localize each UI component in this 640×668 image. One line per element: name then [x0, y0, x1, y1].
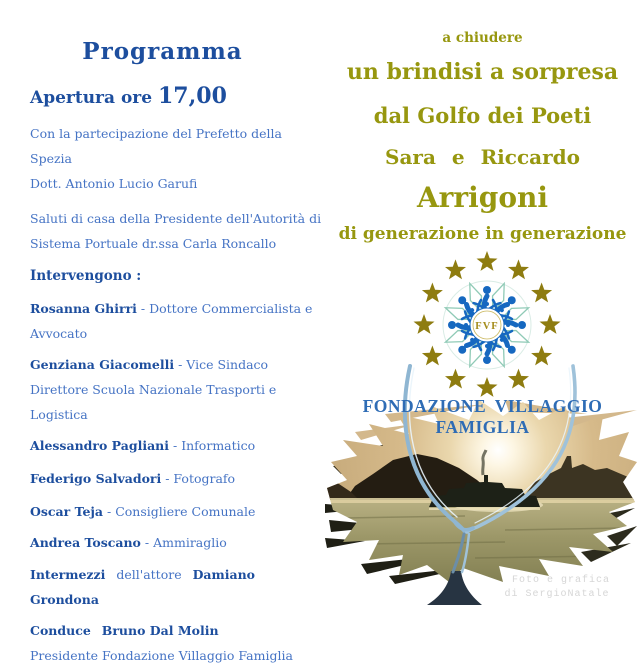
toast-line: un brindisi a sorpresa	[346, 59, 619, 85]
opening-label: Apertura ore	[30, 88, 153, 108]
rosette	[443, 281, 531, 369]
speaker-row	[30, 499, 325, 524]
greetings-note	[30, 206, 325, 256]
speakers-heading: Intervengono :	[30, 268, 142, 284]
logo-monogram: FVF	[475, 321, 499, 332]
speaker-name: Alessandro Pagliani	[30, 438, 170, 453]
speaker-row	[30, 530, 325, 555]
speaker-row	[30, 433, 325, 458]
participation-note	[30, 121, 325, 196]
speaker-name: Oscar Teja	[30, 504, 104, 519]
intermezzi-actor: Damiano Grondona	[30, 567, 256, 607]
generation-tagline: di generazione in generazione	[338, 224, 627, 244]
intermezzi-row	[30, 562, 325, 612]
announcement-column	[325, 0, 640, 609]
speaker-role: - Fotografo	[165, 471, 236, 486]
opening-hour: 17,00	[158, 83, 227, 109]
speaker-name: Rosanna Ghirri	[30, 301, 137, 316]
host-row	[30, 618, 325, 668]
speaker-name: Andrea Toscano	[30, 535, 141, 550]
participation-line2: Dott. Antonio Lucio Garufi	[30, 176, 198, 191]
speaker-name: Genziana Giacomelli	[30, 357, 175, 372]
photo-credit-line1: Foto e grafica	[511, 575, 611, 586]
opening-time	[30, 83, 325, 109]
host-name: Bruno Dal Molin	[101, 623, 219, 638]
intermezzi-mid: dell'attore	[116, 567, 182, 582]
couple-names: Sara e Riccardo	[385, 145, 580, 169]
intermezzi-lead: Intermezzi	[30, 567, 106, 582]
host-lead: Conduce	[30, 623, 91, 638]
foundation-logo	[412, 250, 562, 400]
speaker-row	[30, 466, 325, 491]
closing-kicker: a chiudere	[442, 30, 523, 46]
speaker-role: - Informatico	[173, 438, 256, 453]
speaker-name: Federigo Salvadori	[30, 471, 162, 486]
speaker-role: - Ammiraglio	[144, 535, 227, 550]
speaker-row	[30, 296, 325, 346]
speaker-role: - Consigliere Comunale	[107, 504, 256, 519]
speaker-role: - Dottore Commercialista e Avvocato	[30, 301, 313, 341]
speaker-extra: Direttore Scuola Nazionale Trasporti e Logistica	[30, 382, 277, 422]
glass-foot	[427, 571, 482, 605]
gulf-line: dal Golfo dei Poeti	[373, 103, 592, 128]
greetings-line1: Saluti di casa della Presidente dell'Autorità di	[30, 211, 322, 226]
speaker-role: - Vice Sindaco	[178, 357, 269, 372]
speaker-row	[30, 352, 325, 427]
host-subtitle: Presidente Fondazione Villaggio Famiglia	[30, 648, 293, 663]
couple-surname: Arrigoni	[416, 181, 549, 214]
program-title: Programma	[82, 38, 243, 65]
foundation-name: FONDAZIONE VILLAGGIO FAMIGLIA	[362, 396, 603, 437]
photo-credit-line2: di SergioNatale	[504, 589, 610, 600]
greetings-line2: Sistema Portuale dr.ssa Carla Roncallo	[30, 236, 277, 251]
participation-line1: Con la partecipazione del Prefetto della Spezia	[30, 126, 282, 166]
